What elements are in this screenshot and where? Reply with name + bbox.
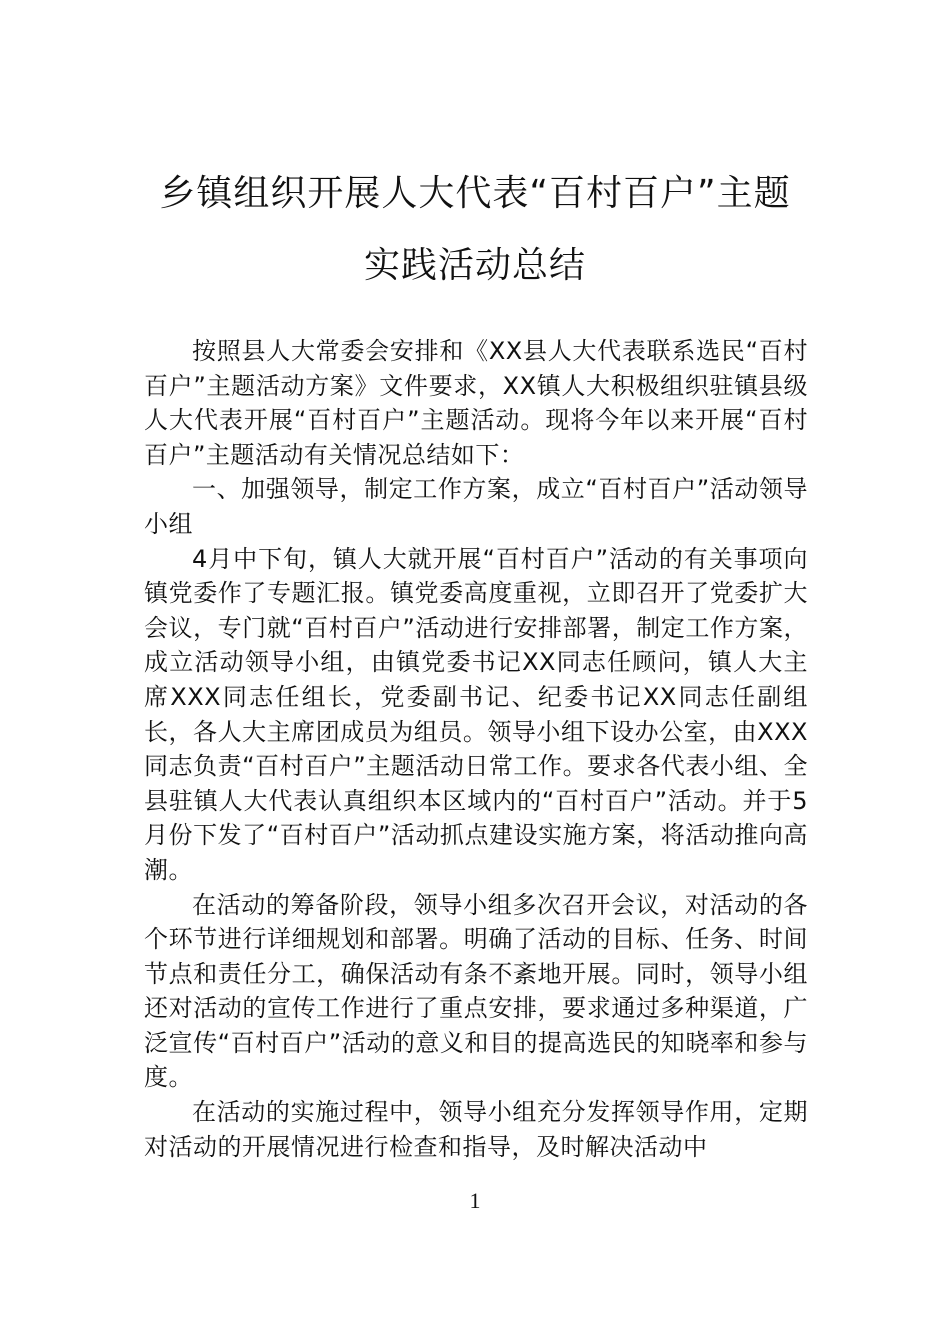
document-body bbox=[144, 334, 808, 1164]
section-heading-1: 一、加强领导，制定工作方案，成立“百村百户”活动领导小组 bbox=[144, 475, 808, 538]
document-title-line-2: 实践活动总结 bbox=[363, 245, 586, 286]
paragraph-leadership-group: 4月中下旬，镇人大就开展“百村百户”活动的有关事项向镇党委作了专题汇报。镇党委高度重视，立即召开了党委扩大会议，专门就“百村百户”活动进行安排部署，制定工作方案，成立活动领导小组，由镇党委书记XX同志任顾问，镇人大主席XXX同志任组长，党委副书记、纪委书记XX同志任副组长，各人大主席团成员为组员。领导小组下设办公室，由XXX同志负责“百村百户”主题活动日常工作。要求各代表小组、全县驻镇人大代表认真组织本区域内的“百村百户”活动。并于5月份下发了“百村百户”活动抓点建设实施方案，将活动推向高潮。 bbox=[144, 544, 808, 884]
page-number: 1 bbox=[469, 1188, 481, 1213]
paragraph-implementation: 在活动的实施过程中，领导小组充分发挥领导作用，定期对活动的开展情况进行检查和指导，及时解决活动中 bbox=[144, 1098, 808, 1161]
paragraph-intro: 按照县人大常委会安排和《XX县人大代表联系选民“百村百户”主题活动方案》文件要求，XX镇人大积极组织驻镇县级人大代表开展“百村百户”主题活动。现将今年以来开展“百村百户”主题活动有关情况总结如下： bbox=[144, 337, 808, 469]
document-title-line-1: 乡镇组织开展人大代表“百村百户”主题 bbox=[159, 173, 791, 214]
paragraph-preparation-stage: 在活动的筹备阶段，领导小组多次召开会议，对活动的各个环节进行详细规划和部署。明确了活动的目标、任务、时间节点和责任分工，确保活动有条不紊地开展。同时，领导小组还对活动的宣传工作进行了重点安排，要求通过多种渠道，广泛宣传“百村百户”活动的意义和目的提高选民的知晓率和参与度。 bbox=[144, 890, 808, 1092]
